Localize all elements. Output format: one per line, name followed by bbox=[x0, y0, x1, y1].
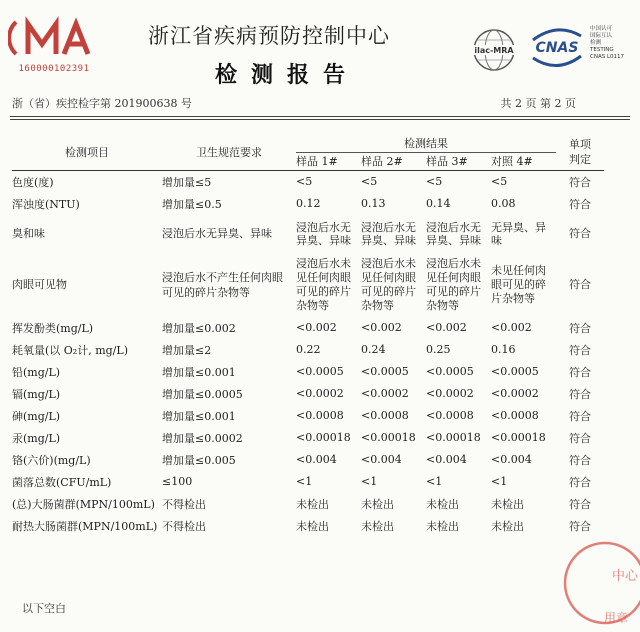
check-cell: 符合 bbox=[569, 365, 591, 379]
result-cell: <0.004 bbox=[426, 453, 467, 466]
result-cell bbox=[491, 253, 556, 317]
requirement-cell: 增加量≤0.002 bbox=[162, 321, 236, 335]
result-cell: <1 bbox=[296, 475, 313, 488]
table-row bbox=[12, 383, 604, 405]
item-cell: 肉眼可见物 bbox=[12, 277, 67, 291]
check-cell: 符合 bbox=[569, 175, 591, 189]
check-cell: 符合 bbox=[569, 227, 591, 240]
result-text: 浸泡后水无异臭、异味 bbox=[296, 220, 351, 247]
table-row bbox=[12, 317, 604, 339]
item-cell: 镉(mg/L) bbox=[12, 387, 61, 401]
requirement-text: 浸泡后水不产生任何肉眼可见的碎片杂物等 bbox=[162, 270, 283, 299]
result-cell: 未检出 bbox=[426, 519, 459, 533]
result-cell: 0.24 bbox=[361, 343, 386, 356]
item-cell: 臭和味 bbox=[12, 227, 45, 240]
result-cell: 未检出 bbox=[491, 519, 524, 533]
col-check-header bbox=[556, 134, 604, 170]
result-cell bbox=[491, 215, 556, 253]
cnas-caption-line: TESTING bbox=[590, 47, 614, 53]
result-cell: <1 bbox=[361, 475, 378, 488]
table-row bbox=[12, 339, 604, 361]
result-cell: 未检出 bbox=[491, 497, 524, 511]
result-cell: <0.004 bbox=[296, 453, 337, 466]
cnas-caption-line: 国际互认 bbox=[590, 33, 613, 39]
item-cell: 浑浊度(NTU) bbox=[12, 197, 80, 211]
results-table bbox=[12, 134, 604, 537]
table-row bbox=[12, 405, 604, 427]
requirement-cell: ≤100 bbox=[162, 475, 193, 488]
cnas-caption-line: CNAS L0117 bbox=[590, 54, 625, 60]
ilac-globe-icon bbox=[470, 26, 518, 74]
result-cell: <0.0005 bbox=[296, 365, 344, 378]
seal-stamp-icon bbox=[560, 538, 640, 628]
result-cell: <0.002 bbox=[361, 321, 402, 334]
result-text: 浸泡后水未见任何肉眼可见的碎片杂物等 bbox=[361, 256, 416, 312]
page-info: 共 2 页 第 2 页 bbox=[500, 97, 576, 110]
result-cell: <0.0008 bbox=[426, 409, 474, 422]
result-cell: <1 bbox=[426, 475, 443, 488]
result-cell bbox=[426, 215, 491, 253]
col-requirement-header: 卫生规范要求 bbox=[162, 134, 296, 170]
requirement-cell: 不得检出 bbox=[162, 519, 206, 533]
cnas-caption-line: 检测 bbox=[590, 40, 602, 46]
result-cell: <1 bbox=[491, 475, 508, 488]
col-item-header: 检测项目 bbox=[12, 134, 162, 170]
sample-header: 样品 1# bbox=[296, 152, 361, 170]
end-note: 以下空白 bbox=[22, 602, 66, 615]
result-cell bbox=[361, 253, 426, 317]
item-cell: 铅(mg/L) bbox=[12, 365, 61, 379]
document-title: 检测报告 bbox=[215, 62, 360, 88]
result-cell: <0.002 bbox=[491, 321, 532, 334]
result-cell: 未检出 bbox=[361, 519, 394, 533]
organization-name: 浙江省疾病预防控制中心 bbox=[148, 24, 390, 48]
result-cell: <0.002 bbox=[296, 321, 337, 334]
check-cell: 符合 bbox=[569, 197, 591, 211]
result-cell: <0.0002 bbox=[491, 387, 539, 400]
item-cell: 色度(度) bbox=[12, 175, 54, 189]
ilac-mra-logo bbox=[470, 26, 518, 74]
result-cell: <5 bbox=[426, 175, 443, 188]
cnas-logo bbox=[527, 22, 587, 72]
item-cell: 耗氧量(以 O₂计, mg/L) bbox=[12, 343, 128, 357]
check-cell: 符合 bbox=[569, 431, 591, 445]
header-rule-thin bbox=[10, 119, 630, 120]
results-body bbox=[12, 170, 604, 537]
result-cell: <0.002 bbox=[426, 321, 467, 334]
svg-text:CNAS: CNAS bbox=[535, 40, 579, 56]
result-cell: 未检出 bbox=[296, 519, 329, 533]
check-cell: 符合 bbox=[569, 343, 591, 357]
result-cell: <0.00018 bbox=[426, 431, 481, 444]
table-row bbox=[12, 449, 604, 471]
result-cell: <0.0002 bbox=[296, 387, 344, 400]
table-row bbox=[12, 193, 604, 215]
check-cell: 符合 bbox=[569, 277, 591, 291]
result-cell: 0.08 bbox=[491, 197, 516, 210]
result-cell: <0.004 bbox=[491, 453, 532, 466]
item-cell: (总)大肠菌群(MPN/100mL) bbox=[12, 497, 155, 511]
cnas-emblem-icon bbox=[527, 22, 587, 72]
result-cell: <0.00018 bbox=[491, 431, 546, 444]
result-cell: <0.0008 bbox=[296, 409, 344, 422]
result-cell: 0.22 bbox=[296, 343, 321, 356]
requirement-cell bbox=[162, 253, 296, 317]
check-cell: 符合 bbox=[569, 387, 591, 401]
result-cell: 0.16 bbox=[491, 343, 516, 356]
result-cell: 未检出 bbox=[426, 497, 459, 511]
table-row bbox=[12, 253, 604, 317]
result-cell bbox=[296, 215, 361, 253]
header-rule bbox=[10, 116, 630, 117]
result-text: 未见任何肉眼可见的碎片杂物等 bbox=[491, 263, 546, 305]
result-cell: <0.0005 bbox=[361, 365, 409, 378]
table-row bbox=[12, 471, 604, 493]
table-row bbox=[12, 170, 604, 193]
check-cell: 符合 bbox=[569, 453, 591, 467]
official-seal bbox=[560, 538, 640, 628]
result-text: 浸泡后水未见任何肉眼可见的碎片杂物等 bbox=[426, 256, 481, 312]
result-cell: <5 bbox=[361, 175, 378, 188]
check-cell: 符合 bbox=[569, 497, 591, 511]
check-cell: 符合 bbox=[569, 519, 591, 533]
item-cell: 菌落总数(CFU/mL) bbox=[12, 475, 112, 489]
requirement-cell: 增加量≤0.0005 bbox=[162, 387, 243, 401]
requirement-cell: 浸泡后水无异臭、异味 bbox=[162, 227, 272, 240]
result-cell bbox=[296, 253, 361, 317]
sample-header: 样品 3# bbox=[426, 152, 491, 170]
svg-text:中心: 中心 bbox=[612, 569, 639, 584]
requirement-cell: 增加量≤2 bbox=[162, 343, 212, 357]
requirement-cell: 增加量≤0.0002 bbox=[162, 431, 243, 445]
item-cell: 耐热大肠菌群(MPN/100mL) bbox=[12, 519, 158, 533]
requirement-cell: 不得检出 bbox=[162, 497, 206, 511]
result-cell: 0.14 bbox=[426, 197, 451, 210]
svg-text:用章: 用章 bbox=[604, 611, 629, 625]
item-cell: 砷(mg/L) bbox=[12, 409, 61, 423]
result-cell: 0.25 bbox=[426, 343, 451, 356]
cma-logo bbox=[8, 14, 100, 76]
requirement-cell: 增加量≤0.001 bbox=[162, 365, 236, 379]
cma-number: 160000102391 bbox=[18, 64, 90, 74]
result-cell: <0.0002 bbox=[426, 387, 474, 400]
cnas-caption bbox=[590, 26, 638, 61]
cma-mark-icon bbox=[8, 14, 100, 64]
result-text: 浸泡后水未见任何肉眼可见的碎片杂物等 bbox=[296, 256, 351, 312]
result-cell: 0.12 bbox=[296, 197, 321, 210]
item-cell: 汞(mg/L) bbox=[12, 431, 61, 445]
requirement-cell: 增加量≤5 bbox=[162, 175, 212, 189]
table-row bbox=[12, 361, 604, 383]
result-cell: <0.004 bbox=[361, 453, 402, 466]
check-cell: 符合 bbox=[569, 321, 591, 335]
requirement-cell: 增加量≤0.5 bbox=[162, 197, 222, 211]
result-cell bbox=[426, 253, 491, 317]
sample-header: 样品 2# bbox=[361, 152, 426, 170]
result-cell: 0.13 bbox=[361, 197, 386, 210]
result-cell: <0.0005 bbox=[426, 365, 474, 378]
result-cell: <5 bbox=[296, 175, 313, 188]
result-cell: 未检出 bbox=[361, 497, 394, 511]
report-number: 浙（省）疾控检字第 201900638 号 bbox=[12, 97, 192, 110]
col-check-label: 单项判定 bbox=[569, 137, 591, 166]
result-cell: <0.00018 bbox=[296, 431, 351, 444]
table-row bbox=[12, 427, 604, 449]
table-row bbox=[12, 493, 604, 515]
cnas-caption-line: 中国认可 bbox=[590, 26, 613, 32]
result-text: 浸泡后水无异臭、异味 bbox=[361, 220, 416, 247]
result-cell: <0.0008 bbox=[491, 409, 539, 422]
result-cell: <0.00018 bbox=[361, 431, 416, 444]
result-cell bbox=[361, 215, 426, 253]
result-text: 浸泡后水无异臭、异味 bbox=[426, 220, 481, 247]
item-cell: 挥发酚类(mg/L) bbox=[12, 321, 94, 335]
check-cell: 符合 bbox=[569, 475, 591, 489]
requirement-cell: 增加量≤0.005 bbox=[162, 453, 236, 467]
result-cell: <0.0008 bbox=[361, 409, 409, 422]
col-results-header: 检测结果 bbox=[296, 134, 556, 152]
item-cell: 铬(六价)(mg/L) bbox=[12, 453, 91, 467]
result-cell: <0.0005 bbox=[491, 365, 539, 378]
result-cell: <5 bbox=[491, 175, 508, 188]
result-text: 无异臭、异味 bbox=[491, 220, 546, 247]
table-row bbox=[12, 515, 604, 537]
result-cell: <0.0002 bbox=[361, 387, 409, 400]
table-row bbox=[12, 215, 604, 253]
result-cell: 未检出 bbox=[296, 497, 329, 511]
sample-header: 对照 4# bbox=[491, 152, 556, 170]
requirement-cell: 增加量≤0.001 bbox=[162, 409, 236, 423]
svg-text:ilac-MRA: ilac-MRA bbox=[474, 46, 514, 55]
check-cell: 符合 bbox=[569, 409, 591, 423]
